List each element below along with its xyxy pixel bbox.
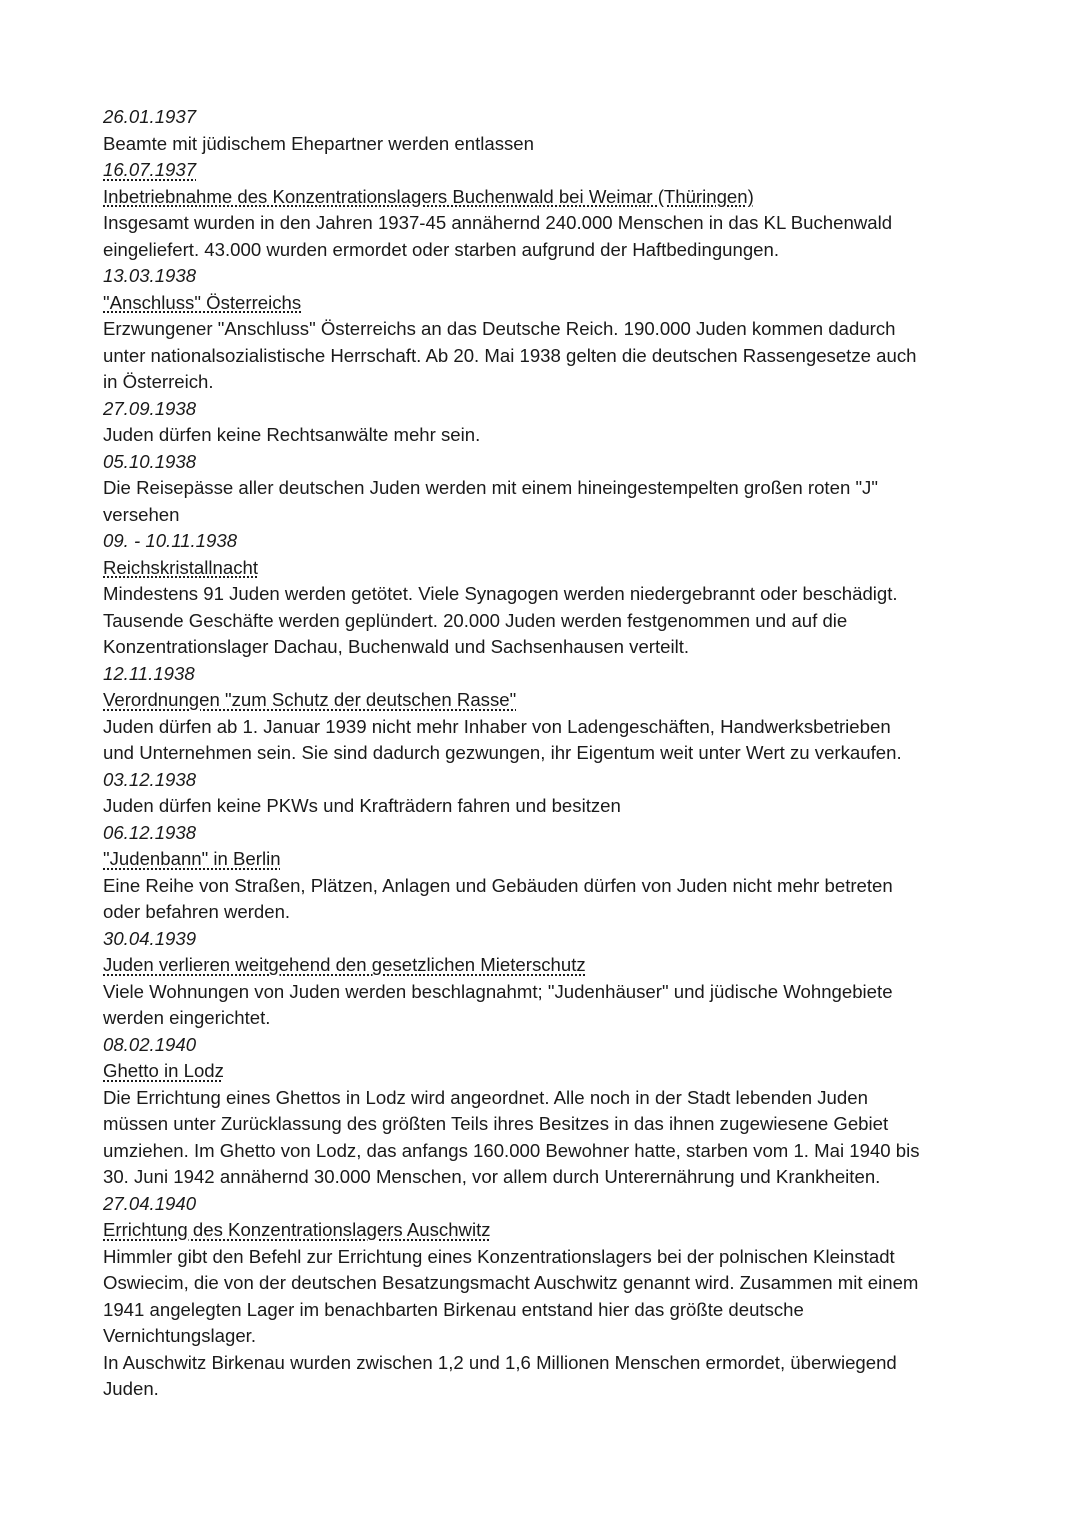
entry-text-line: eingeliefert. 43.000 wurden ermordet oder starben aufgrund der Haftbedingungen. xyxy=(103,238,780,260)
entry-text-line: Mindestens 91 Juden werden getötet. Viele Synagogen werden niedergebrannt oder beschädigt. xyxy=(103,583,898,604)
entry-text-line: Die Reisepässe aller deutschen Juden werden mit einem hineingestempelten großen roten "J" xyxy=(103,477,878,498)
timeline-entry xyxy=(103,1191,1000,1403)
entry-text-line: Die Errichtung eines Ghettos in Lodz wird angeordnet. Alle noch in der Stadt lebenden Juden xyxy=(103,1086,868,1108)
entry-text-line: in Österreich. xyxy=(103,371,214,392)
entry-text-line: Himmler gibt den Befehl zur Errichtung eines Konzentrationslagers bei der polnischen Kleinstadt xyxy=(103,1245,895,1267)
entry-title: Errichtung des Konzentrationslagers Auschwitz xyxy=(103,1219,491,1240)
timeline-entry xyxy=(103,1032,1000,1191)
entry-text-line: Juden dürfen keine Rechtsanwälte mehr sein. xyxy=(103,424,481,445)
entry-date: 06.12.1938 xyxy=(103,821,197,843)
entry-date: 12.11.1938 xyxy=(103,662,195,684)
timeline-entry xyxy=(103,820,1000,926)
entry-text-line: Beamte mit jüdischem Ehepartner werden entlassen xyxy=(103,132,534,154)
entry-title: "Anschluss" Österreichs xyxy=(103,291,302,313)
timeline-entry xyxy=(103,661,1000,767)
entry-date: 05.10.1938 xyxy=(103,450,197,472)
timeline-entry xyxy=(103,767,1000,820)
timeline-entry xyxy=(103,396,1000,449)
entry-title: "Judenbann" in Berlin xyxy=(103,848,281,869)
entry-date: 27.09.1938 xyxy=(103,397,197,419)
entry-title: Reichskristallnacht xyxy=(103,556,259,578)
entry-text-line: 30. Juni 1942 annähernd 30.000 Menschen, vor allem durch Unterernährung und Krankheiten. xyxy=(103,1166,881,1187)
timeline-entry xyxy=(103,104,1000,157)
entry-title: Ghetto in Lodz xyxy=(103,1060,224,1081)
entry-text-line: Viele Wohnungen von Juden werden beschlagnahmt; "Judenhäuser" und jüdische Wohngebiete xyxy=(103,980,893,1002)
entry-text-line: Oswiecim, die von der deutschen Besatzungsmacht Auschwitz genannt wird. Zusammen mit einem xyxy=(103,1272,919,1293)
timeline-entry xyxy=(103,926,1000,1032)
timeline-entry xyxy=(103,263,1000,396)
entry-date: 26.01.1937 xyxy=(103,106,197,127)
entry-text-line: umziehen. Im Ghetto von Lodz, das anfangs 160.000 Bewohner hatte, starben vom 1. Mai 1940 bis xyxy=(103,1139,920,1161)
entry-date: 27.04.1940 xyxy=(103,1192,197,1214)
entry-title: Inbetriebnahme des Konzentrationslagers Buchenwald bei Weimar (Thüringen) xyxy=(103,185,754,207)
entry-date: 16.07.1937 xyxy=(103,159,197,180)
entry-text-line: Konzentrationslager Dachau, Buchenwald und Sachsenhausen verteilt. xyxy=(103,636,690,657)
entry-text-line: Juden. xyxy=(103,1378,159,1399)
entry-text-line: unter nationalsozialistische Herrschaft. Ab 20. Mai 1938 gelten die deutschen Rassengesetze auch xyxy=(103,344,917,366)
entry-text-line: In Auschwitz Birkenau wurden zwischen 1,2 und 1,6 Millionen Menschen ermordet, überwiegend xyxy=(103,1351,897,1373)
entry-text-line: Insgesamt wurden in den Jahren 1937-45 annähernd 240.000 Menschen in das KL Buchenwald xyxy=(103,212,893,233)
timeline-entry xyxy=(103,157,1000,263)
entry-date: 30.04.1939 xyxy=(103,927,197,949)
entry-text-line: Vernichtungslager. xyxy=(103,1325,256,1346)
entry-text-line: Juden dürfen ab 1. Januar 1939 nicht mehr Inhaber von Ladengeschäften, Handwerksbetrieben xyxy=(103,715,891,737)
entry-text-line: müssen unter Zurücklassung des größten Teils ihres Besitzes in das ihnen zugewiesene Gebiet xyxy=(103,1113,889,1134)
entry-text-line: 1941 angelegten Lager im benachbarten Birkenau entstand hier das größte deutsche xyxy=(103,1298,804,1320)
entry-title: Verordnungen "zum Schutz der deutschen Rasse" xyxy=(103,689,517,710)
entry-text-line: Eine Reihe von Straßen, Plätzen, Anlagen und Gebäuden dürfen von Juden nicht mehr betreten xyxy=(103,874,893,896)
entry-date: 03.12.1938 xyxy=(103,768,197,790)
entry-text-line: Tausende Geschäfte werden geplündert. 20.000 Juden werden festgenommen und auf die xyxy=(103,609,848,631)
entry-text-line: versehen xyxy=(103,503,180,525)
entry-text-line: werden eingerichtet. xyxy=(103,1007,271,1028)
entry-date: 09. - 10.11.1938 xyxy=(103,530,238,551)
entry-text-line: oder befahren werden. xyxy=(103,901,291,922)
entry-text-line: Juden dürfen keine PKWs und Krafträdern fahren und besitzen xyxy=(103,795,621,816)
timeline-entry xyxy=(103,449,1000,529)
entry-text-line: Erzwungener "Anschluss" Österreichs an das Deutsche Reich. 190.000 Juden kommen dadurch xyxy=(103,318,896,339)
timeline-entry xyxy=(103,528,1000,661)
entry-text-line: und Unternehmen sein. Sie sind dadurch gezwungen, ihr Eigentum weit unter Wert zu verkaufen. xyxy=(103,742,902,763)
entry-title: Juden verlieren weitgehend den gesetzlichen Mieterschutz xyxy=(103,954,586,975)
entry-date: 08.02.1940 xyxy=(103,1033,197,1055)
entry-date: 13.03.1938 xyxy=(103,265,197,286)
